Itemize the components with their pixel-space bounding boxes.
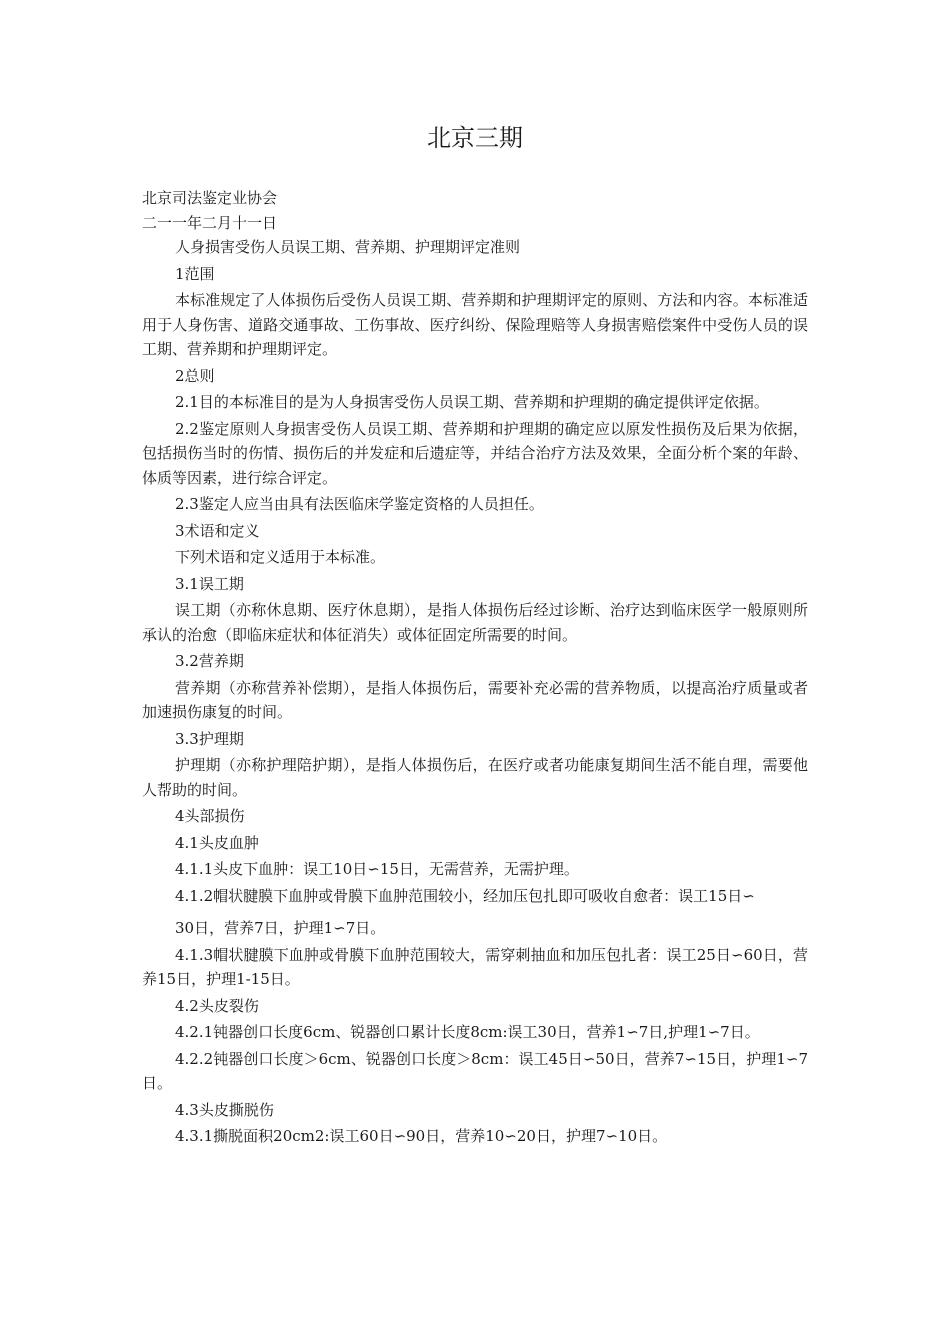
subsection-heading: 3.2营养期 bbox=[175, 652, 244, 670]
document-title: 北京三期 bbox=[427, 124, 523, 152]
document-body bbox=[142, 186, 808, 1151]
subsection-heading: 4.2头皮裂伤 bbox=[175, 996, 259, 1015]
paragraph: 4.1.2帽状腱膜下血肿或骨膜下血肿范围较小，经加压包扎即可吸收自愈者：误工15日∽ bbox=[175, 886, 755, 905]
paragraph: 4.2.2钝器创口长度＞6cm、锐器创口长度＞8cm：误工45日∽50日，营养7∽15日，护理1∽7日。 bbox=[142, 1049, 808, 1092]
paragraph: 2.2鉴定原则人身损害受伤人员误工期、营养期和护理期的确定应以原发性损伤及后果为依据，包括损伤当时的伤情、损伤后的并发症和后遗症等，并结合治疗方法及效果，全面分析个案的年龄、体质等因素，进行综合评定。 bbox=[142, 419, 808, 487]
subsection-heading: 3.3护理期 bbox=[175, 729, 244, 748]
section-heading: 2总则 bbox=[175, 366, 215, 385]
subsection-heading: 3.1误工期 bbox=[175, 574, 244, 593]
section-heading: 1范围 bbox=[175, 264, 215, 283]
paragraph: 营养期（亦称营养补偿期），是指人体损伤后，需要补充必需的营养物质，以提高治疗质量或者加速损伤康复的时间。 bbox=[142, 678, 808, 721]
paragraph: 4.3.1撕脱面积20cm2:误工60日∽90日，营养10∽20日，护理7∽10日。 bbox=[175, 1127, 668, 1145]
paragraph: 4.1.1头皮下血肿：误工10日∽15日，无需营养，无需护理。 bbox=[175, 860, 579, 878]
date-line: 二一一年二月十一日 bbox=[142, 213, 278, 232]
paragraph: 30日，营养7日，护理1∽7日。 bbox=[175, 919, 386, 937]
subsection-heading: 4.3头皮撕脱伤 bbox=[175, 1100, 274, 1119]
paragraph: 2.1目的本标准目的是为人身损害受伤人员误工期、营养期和护理期的确定提供评定依据。 bbox=[175, 393, 769, 411]
subsection-heading: 4.1头皮血肿 bbox=[175, 833, 259, 852]
section-heading: 3术语和定义 bbox=[175, 521, 260, 540]
document-heading: 人身损害受伤人员误工期、营养期、护理期评定准则 bbox=[175, 238, 521, 256]
organization-line: 北京司法鉴定业协会 bbox=[142, 189, 278, 207]
paragraph: 4.1.3帽状腱膜下血肿或骨膜下血肿范围较大，需穿刺抽血和加压包扎者：误工25日∽60日，营养15日，护理1-15日。 bbox=[142, 945, 808, 988]
paragraph: 4.2.1钝器创口长度6cm、锐器创口累计长度8cm:误工30日，营养1∽7日,护理1∽7日。 bbox=[175, 1023, 760, 1041]
paragraph: 护理期（亦称护理陪护期），是指人体损伤后，在医疗或者功能康复期间生活不能自理，需要他人帮助的时间。 bbox=[142, 756, 808, 799]
paragraph: 误工期（亦称休息期、医疗休息期），是指人体损伤后经过诊断、治疗达到临床医学一般原则所承认的治愈（即临床症状和体征消失）或体征固定所需要的时间。 bbox=[142, 601, 808, 644]
paragraph: 2.3鉴定人应当由具有法医临床学鉴定资格的人员担任。 bbox=[175, 495, 544, 513]
paragraph: 本标准规定了人体损伤后受伤人员误工期、营养期和护理期评定的原则、方法和内容。本标准适用于人身伤害、道路交通事故、工伤事故、医疗纠纷、保险理赔等人身损害赔偿案件中受伤人员的误工期、营养期和护理期评定。 bbox=[142, 291, 808, 358]
section-heading: 4头部损伤 bbox=[175, 807, 245, 825]
paragraph: 下列术语和定义适用于本标准。 bbox=[175, 548, 386, 566]
